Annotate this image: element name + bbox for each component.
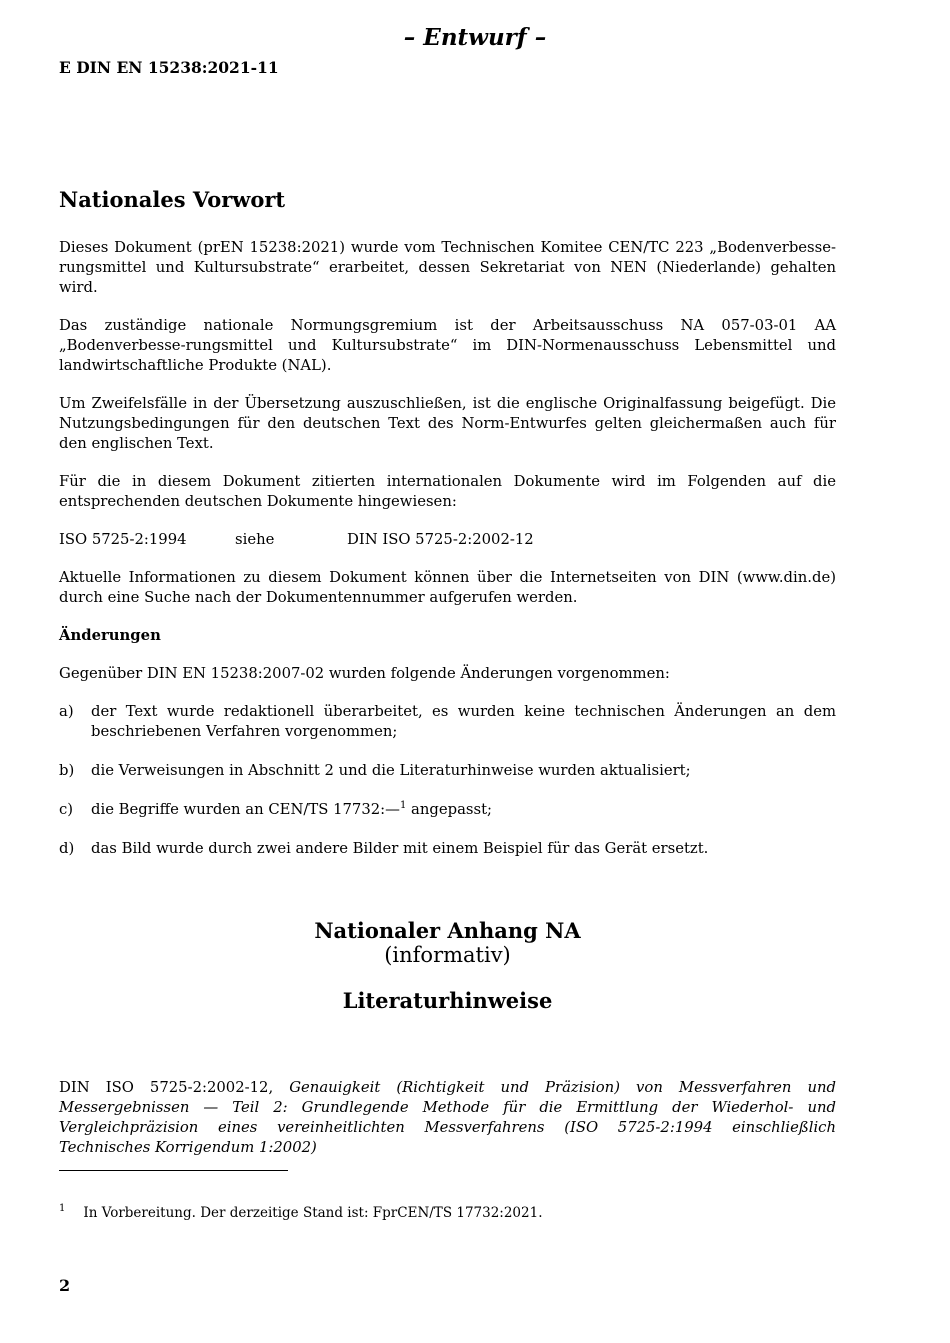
reference-correspondence-row (59, 530, 836, 550)
page-number: 2 (59, 1276, 71, 1295)
list-marker: a) (59, 703, 74, 720)
changes-heading: Änderungen (59, 627, 161, 644)
list-marker: c) (59, 801, 74, 818)
footnote (59, 1199, 543, 1223)
list-item-text-after: angepasst; (406, 801, 493, 818)
foreword-body (59, 238, 836, 878)
document-identifier: E DIN EN 15238:2021-11 (59, 58, 279, 77)
list-item-text-before: die Begriffe wurden an CEN/TS 17732:— (91, 801, 400, 818)
foreword-title: Nationales Vorwort (59, 187, 286, 212)
changes-list-item (59, 761, 836, 781)
bibliography-entry (59, 1078, 836, 1158)
bibliography-heading: Literaturhinweise (342, 988, 553, 1013)
list-marker: d) (59, 840, 75, 857)
bibliography-title: Genauigkeit (Richtigkeit und Präzision) von Messverfahren und Messergebnissen — Teil 2: Grundlegende Methode für die Ermittlung der Wiederhol- und Vergleichpräzision eines vereinheitlichten Messverfahrens (ISO 5725-2:1994 einschließlich Technisches Korrigendum 1:2002) (59, 1079, 836, 1156)
bibliography-reference: DIN ISO 5725-2:2002-12, (59, 1079, 290, 1096)
footnote-number: 1 (59, 1203, 66, 1214)
international-reference: ISO 5725-2:1994 (59, 531, 187, 548)
national-annex-header (0, 918, 895, 1013)
draft-watermark-heading: – Entwurf – (403, 24, 547, 51)
foreword-paragraph-2: Das zuständige nationale Normungsgremium ist der Arbeitsausschuss NA 057-03-01 AA „Bodenverbesse-rungsmittel und Kultursubstrate“ im DIN-Normenausschuss Lebensmittel und landwirtschaftliche Produkte (NAL). (59, 317, 836, 374)
national-reference: DIN ISO 5725-2:2002-12 (347, 531, 534, 548)
footnote-text: In Vorbereitung. Der derzeitige Stand ist: FprCEN/TS 17732:2021. (83, 1205, 543, 1221)
list-item-text: der Text wurde redaktionell überarbeitet, es wurden keine technischen Änderungen an dem beschriebenen Verfahren vorgenommen; (91, 703, 836, 740)
changes-list-item (59, 702, 836, 742)
foreword-paragraph-4: Für die in diesem Dokument zitierten internationalen Dokumente wird im Folgenden auf die entsprechenden deutschen Dokumente hingewiesen: (59, 473, 836, 510)
foreword-paragraph-5: Aktuelle Informationen zu diesem Dokument können über die Internetseiten von DIN (www.din.de) durch eine Suche nach der Dokumentennummer aufgerufen werden. (59, 569, 836, 606)
changes-list-item (59, 800, 836, 820)
foreword-paragraph-3: Um Zweifelsfälle in der Übersetzung auszuschließen, ist die englische Originalfassung beigefügt. Die Nutzungsbedingungen für den deutschen Text des Norm-Entwurfes gelten gleichermaßen auch für den englischen Text. (59, 395, 836, 452)
foreword-paragraph-1: Dieses Dokument (prEN 15238:2021) wurde vom Technischen Komitee CEN/TC 223 „Bodenverbesse-rungsmittel und Kultursubstrate“ erarbeitet, dessen Sekretariat von NEN (Niederlande) gehalten wird. (59, 239, 836, 296)
annex-title: Nationaler Anhang NA (314, 918, 581, 943)
list-item-text: die Verweisungen in Abschnitt 2 und die Literaturhinweise wurden aktualisiert; (91, 762, 691, 779)
annex-subtitle: (informativ) (384, 943, 511, 967)
footnote-reference-link[interactable]: 1 (399, 800, 407, 812)
list-item-text (91, 800, 836, 820)
changes-intro: Gegenüber DIN EN 15238:2007-02 wurden folgende Änderungen vorgenommen: (59, 665, 670, 682)
list-item-text: das Bild wurde durch zwei andere Bilder mit einem Beispiel für das Gerät ersetzt. (91, 840, 709, 857)
reference-see-label: siehe (235, 531, 275, 548)
list-marker: b) (59, 762, 75, 779)
changes-list-item (59, 839, 836, 859)
footnote-separator (59, 1170, 288, 1171)
